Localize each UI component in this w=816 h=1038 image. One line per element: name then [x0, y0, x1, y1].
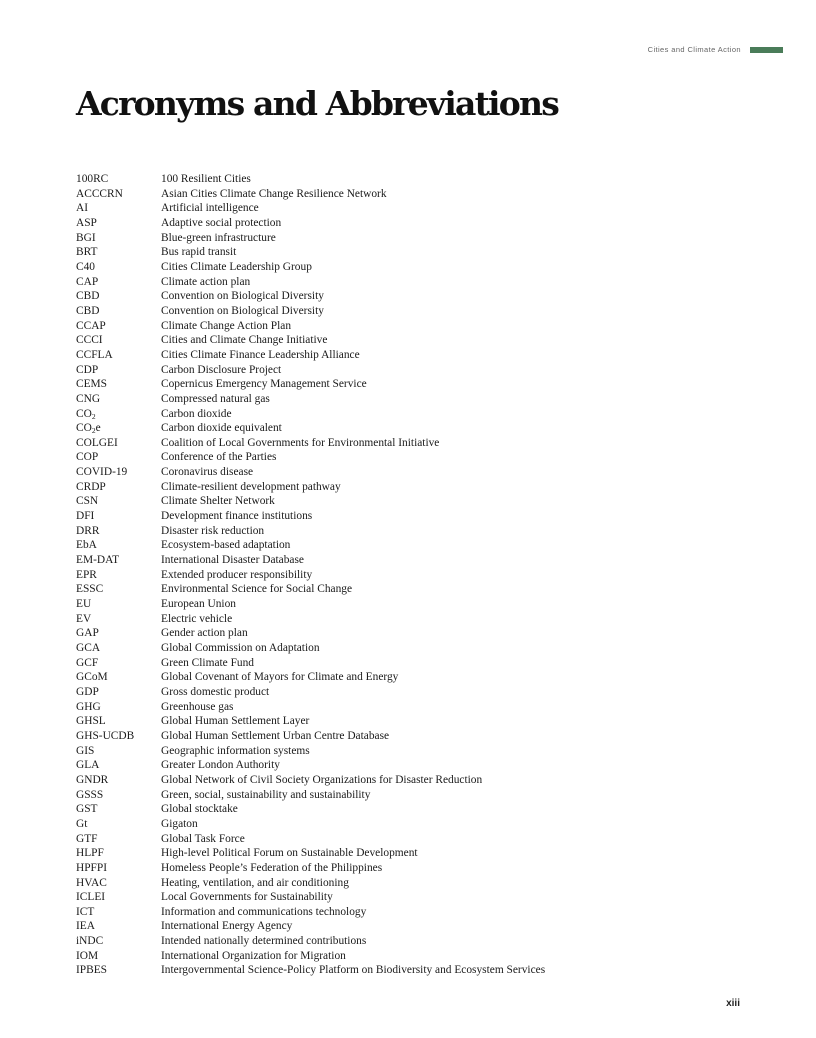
- acronym-row: [76, 773, 545, 788]
- page-number: xiii: [726, 998, 740, 1009]
- acronym-definition: Coalition of Local Governments for Environmental Initiative: [161, 436, 440, 449]
- acronym-term: EM-DAT: [76, 554, 120, 567]
- acronym-definition: Compressed natural gas: [161, 392, 270, 405]
- acronym-row: [76, 245, 545, 260]
- acronym-row: [76, 744, 545, 759]
- acronym-term: CSN: [76, 495, 99, 508]
- acronym-row: [76, 363, 545, 378]
- acronym-row: [76, 670, 545, 685]
- acronym-row: [76, 231, 545, 246]
- subscript: 2: [91, 426, 96, 436]
- acronym-term: CCCI: [76, 334, 103, 347]
- acronym-row: [76, 700, 545, 715]
- acronym-row: [76, 450, 545, 465]
- acronym-row: [76, 656, 545, 671]
- acronym-term: GCoM: [76, 671, 108, 684]
- acronym-row: [76, 319, 545, 334]
- acronym-term: CBD: [76, 304, 100, 317]
- acronym-definition: Local Governments for Sustainability: [161, 891, 333, 904]
- acronym-row: [76, 494, 545, 509]
- acronym-row: [76, 568, 545, 583]
- acronym-term: CCAP: [76, 319, 106, 332]
- acronym-term: COVID-19: [76, 466, 128, 479]
- acronym-row: [76, 919, 545, 934]
- acronym-row: [76, 714, 545, 729]
- acronym-definition: Conference of the Parties: [161, 451, 277, 464]
- acronym-definition: High-level Political Forum on Sustainable Development: [161, 847, 418, 860]
- acronym-term: GNDR: [76, 773, 109, 786]
- acronym-row: [76, 304, 545, 319]
- acronym-definition: Greenhouse gas: [161, 700, 234, 713]
- running-header-title: Cities and Climate Action: [647, 45, 741, 54]
- acronym-definition: Geographic information systems: [161, 744, 310, 757]
- acronym-term: GCA: [76, 642, 101, 654]
- acronym-term: GST: [76, 803, 98, 816]
- acronym-definition: Climate Change Action Plan: [161, 319, 292, 332]
- acronym-term: CCFLA: [76, 348, 113, 361]
- acronym-row: [76, 436, 545, 451]
- acronym-row: [76, 788, 545, 803]
- acronym-term: $CO_2e$: [76, 422, 101, 436]
- acronym-term: EPR: [76, 568, 97, 581]
- acronym-definition: Carbon dioxide equivalent: [161, 422, 282, 435]
- acronym-row: [76, 597, 545, 612]
- acronym-term: EU: [76, 598, 92, 611]
- acronym-definition: Intended nationally determined contributions: [161, 935, 367, 948]
- acronym-term: IPBES: [76, 964, 108, 977]
- acronym-definition: Cities Climate Leadership Group: [161, 260, 312, 273]
- acronym-list: [76, 172, 545, 978]
- acronym-row: [76, 949, 545, 964]
- acronym-term: GLA: [76, 759, 100, 772]
- acronym-definition: Disaster risk reduction: [161, 524, 265, 537]
- acronym-definition: European Union: [161, 598, 236, 611]
- acronym-row: [76, 465, 545, 480]
- acronym-term: ESSC: [76, 583, 104, 596]
- acronym-definition: Extended producer responsibility: [161, 568, 313, 581]
- acronym-term: HLPF: [76, 847, 104, 860]
- acronym-term: 100RC: [76, 173, 109, 185]
- acronym-term: COP: [76, 451, 99, 464]
- acronym-term: EV: [76, 612, 92, 625]
- acronym-definition: Carbon Disclosure Project: [161, 363, 282, 376]
- acronym-definition: Development finance institutions: [161, 510, 313, 523]
- acronym-definition: Convention on Biological Diversity: [161, 304, 324, 317]
- acronym-definition: International Organization for Migration: [161, 949, 346, 962]
- acronym-row: [76, 509, 545, 524]
- acronym-row: [76, 612, 545, 627]
- acronym-row: [76, 421, 545, 436]
- acronym-definition: Greater London Authority: [161, 759, 280, 772]
- acronym-row: [76, 641, 545, 656]
- acronym-row: [76, 407, 545, 422]
- acronym-term: C40: [76, 260, 95, 273]
- acronym-definition: Global Network of Civil Society Organizations for Disaster Reduction: [161, 773, 483, 786]
- acronym-definition: Coronavirus disease: [161, 466, 254, 479]
- acronym-definition: 100 Resilient Cities: [161, 173, 251, 185]
- acronym-row: [76, 876, 545, 891]
- acronym-definition: Environmental Science for Social Change: [161, 583, 353, 596]
- acronym-definition: Gigaton: [161, 817, 198, 830]
- acronym-row: [76, 480, 545, 495]
- acronym-term: DRR: [76, 524, 100, 537]
- acronym-definition: Global Commission on Adaptation: [161, 642, 320, 654]
- acronym-row: [76, 905, 545, 920]
- acronym-definition: Global stocktake: [161, 803, 238, 816]
- acronym-definition: Carbon dioxide: [161, 407, 232, 420]
- acronym-row: [76, 216, 545, 231]
- acronym-term: ICT: [76, 905, 95, 918]
- acronym-term: CRDP: [76, 480, 106, 493]
- acronym-definition: Copernicus Emergency Management Service: [161, 378, 367, 391]
- acronym-row: [76, 832, 545, 847]
- acronym-row: [76, 582, 545, 597]
- acronym-row: [76, 817, 545, 832]
- subscript: 2: [91, 411, 96, 421]
- acronym-term: EbA: [76, 539, 97, 552]
- acronym-term: HPFPI: [76, 861, 108, 874]
- acronym-definition: Cities and Climate Change Initiative: [161, 334, 328, 347]
- acronym-definition: Climate action plan: [161, 275, 251, 288]
- acronym-row: [76, 172, 545, 187]
- acronym-term: GCF: [76, 656, 99, 669]
- acronym-term: ACCCRN: [76, 187, 123, 200]
- acronym-definition: International Energy Agency: [161, 920, 293, 933]
- acronym-term: CBD: [76, 290, 100, 303]
- acronym-definition: Blue-green infrastructure: [161, 231, 276, 244]
- acronym-definition: Bus rapid transit: [161, 246, 237, 259]
- acronym-definition: Global Covenant of Mayors for Climate and Energy: [161, 671, 399, 684]
- acronym-definition: Green Climate Fund: [161, 656, 255, 669]
- acronym-definition: Adaptive social protection: [161, 216, 282, 229]
- acronym-definition: International Disaster Database: [161, 554, 304, 567]
- acronym-term: iNDC: [76, 935, 104, 948]
- acronym-row: [76, 963, 545, 978]
- acronym-term: $CO_2$: [76, 407, 96, 421]
- acronym-row: [76, 758, 545, 773]
- acronym-term: GHS-UCDB: [76, 729, 135, 742]
- acronym-term: GDP: [76, 685, 99, 698]
- acronym-row: [76, 201, 545, 216]
- acronym-term: GHG: [76, 700, 101, 713]
- acronym-term: COLGEI: [76, 436, 118, 449]
- acronym-row: [76, 685, 545, 700]
- acronym-term: IEA: [76, 920, 95, 933]
- acronym-definition: Gross domestic product: [161, 685, 270, 698]
- acronym-row: [76, 333, 545, 348]
- acronym-term: ICLEI: [76, 891, 106, 904]
- acronym-definition: Information and communications technology: [161, 905, 367, 918]
- acronym-term: ASP: [76, 216, 97, 229]
- acronym-term: CEMS: [76, 378, 108, 391]
- acronym-term: AI: [76, 202, 89, 215]
- acronym-definition: Climate-resilient development pathway: [161, 480, 341, 493]
- acronym-definition: Artificial intelligence: [161, 202, 259, 215]
- acronym-term: GAP: [76, 627, 99, 640]
- acronym-row: [76, 289, 545, 304]
- acronym-row: [76, 890, 545, 905]
- acronym-term: BRT: [76, 246, 98, 259]
- acronym-definition: Cities Climate Finance Leadership Alliance: [161, 348, 360, 361]
- acronym-definition: Global Task Force: [161, 832, 245, 845]
- acronym-row: [76, 626, 545, 641]
- acronym-term: GTF: [76, 832, 98, 845]
- acronym-term: CDP: [76, 363, 99, 376]
- acronym-definition: Green, social, sustainability and sustainability: [161, 788, 371, 801]
- acronym-row: [76, 538, 545, 553]
- acronym-term: GIS: [76, 744, 95, 757]
- acronym-definition: Gender action plan: [161, 627, 248, 640]
- acronym-term: CAP: [76, 275, 99, 288]
- acronym-definition: Global Human Settlement Layer: [161, 715, 310, 728]
- accent-bar: [750, 47, 783, 53]
- acronym-term: DFI: [76, 510, 95, 523]
- acronym-row: [76, 553, 545, 568]
- acronym-definition: Intergovernmental Science-Policy Platform on Biodiversity and Ecosystem Services: [161, 964, 546, 977]
- acronym-row: [76, 934, 545, 949]
- acronym-term: IOM: [76, 949, 99, 962]
- acronym-row: [76, 377, 545, 392]
- acronym-definition: Heating, ventilation, and air conditioning: [161, 876, 349, 889]
- acronym-definition: Ecosystem-based adaptation: [161, 539, 291, 552]
- acronym-definition: Global Human Settlement Urban Centre Database: [161, 729, 390, 742]
- acronym-row: [76, 348, 545, 363]
- acronym-row: [76, 524, 545, 539]
- acronym-row: [76, 846, 545, 861]
- acronym-definition: Asian Cities Climate Change Resilience Network: [161, 187, 387, 200]
- page-title: Acronyms and Abbreviations: [76, 84, 558, 123]
- acronym-row: [76, 275, 545, 290]
- acronym-row: [76, 802, 545, 817]
- acronym-term: CNG: [76, 392, 101, 405]
- acronym-definition: Electric vehicle: [161, 612, 233, 625]
- acronym-term: Gt: [76, 817, 88, 830]
- acronym-row: [76, 187, 545, 202]
- acronym-definition: Convention on Biological Diversity: [161, 290, 324, 303]
- acronym-definition: Climate Shelter Network: [161, 495, 275, 508]
- acronym-row: [76, 729, 545, 744]
- acronym-term: HVAC: [76, 876, 107, 889]
- acronym-row: [76, 392, 545, 407]
- acronym-row: [76, 260, 545, 275]
- acronym-term: GHSL: [76, 715, 106, 728]
- acronym-definition: Homeless People’s Federation of the Philippines: [161, 861, 383, 874]
- running-header: [648, 45, 783, 54]
- acronym-row: [76, 861, 545, 876]
- acronym-term: BGI: [76, 231, 96, 244]
- acronym-term: GSSS: [76, 788, 104, 801]
